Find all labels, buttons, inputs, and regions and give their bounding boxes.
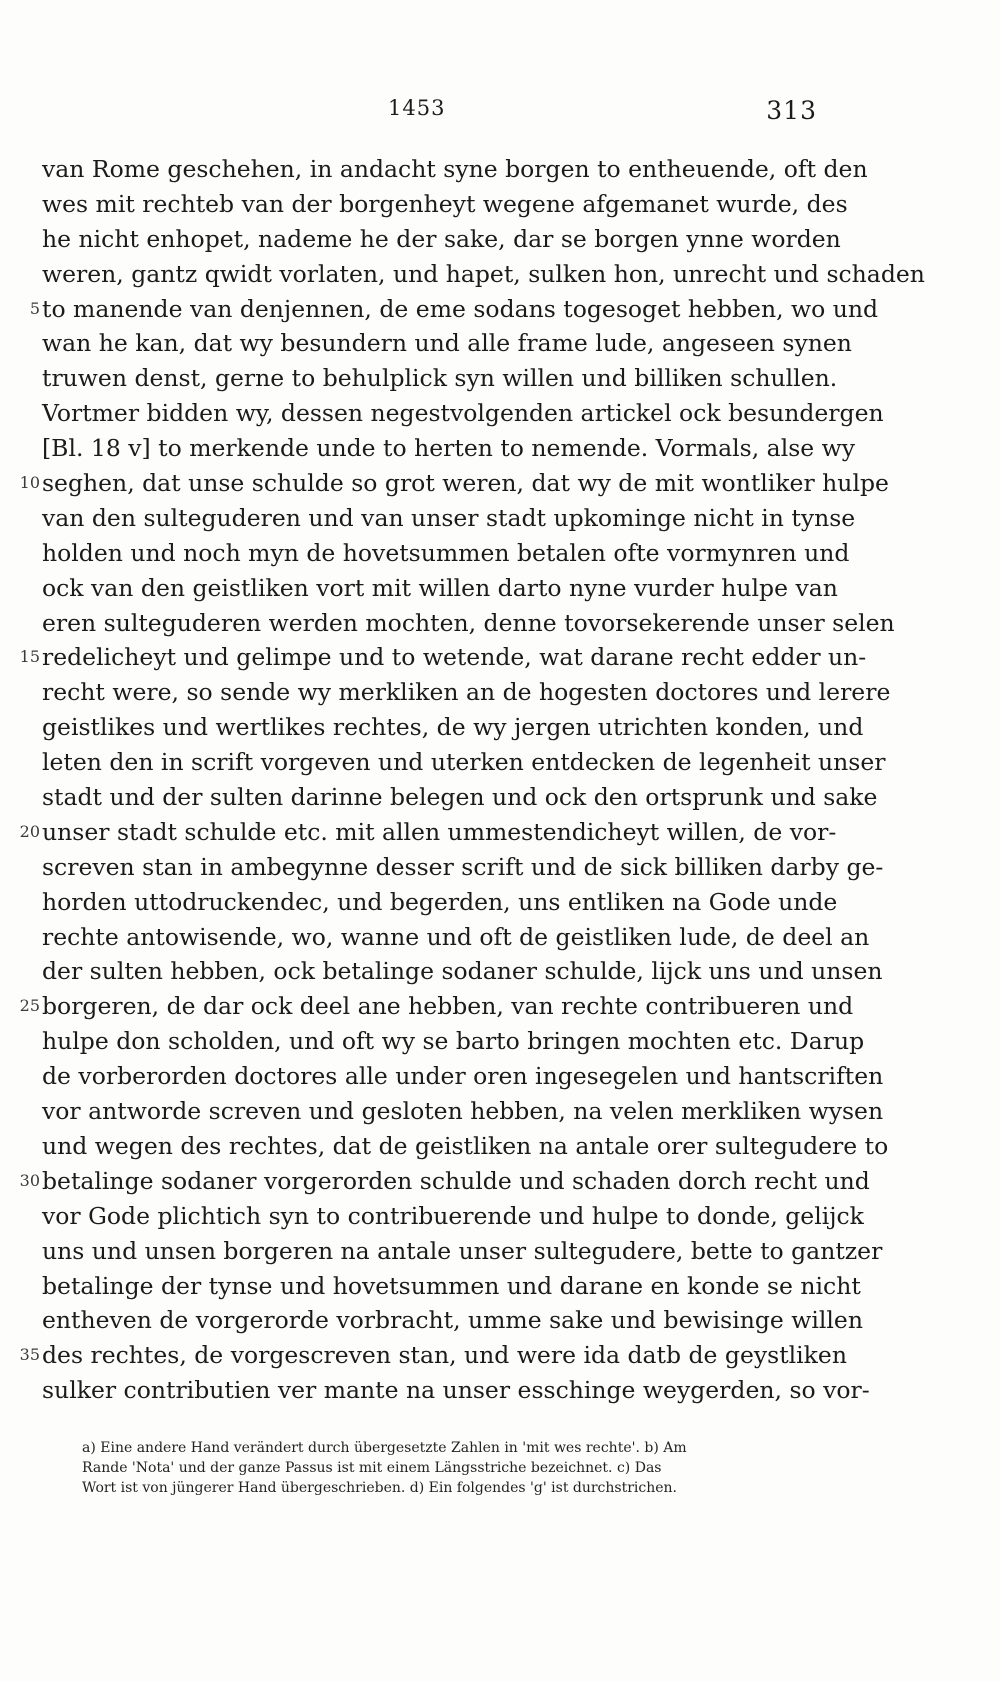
line-number: 30 [19,1170,40,1190]
line-number: 15 [19,647,40,667]
text-line [19,1164,870,1199]
text-line [42,257,925,292]
page-header [0,96,1000,126]
text-line [42,606,895,641]
line-text: redelicheyt und gelimpe und to wetende, wat darane recht edder un- [42,643,867,672]
line-text: entheven de vorgerorde vorbracht, umme sake und bewisinge willen [42,1306,863,1335]
text-line [42,1024,865,1059]
line-text: sulker contributien ver mante na unser esschinge weygerden, so vor- [42,1376,870,1405]
text-line [42,850,884,885]
line-text: geistlikes und wertlikes rechtes, de wy jergen utrichten konden, und [42,713,864,742]
footnote-line: Wort ist von jüngerer Hand übergeschrieben. d) Ein folgendes 'g' ist durchstrichen. [82,1480,678,1496]
line-text: unser stadt schulde etc. mit allen ummestendicheyt willen, de vor- [42,817,837,846]
line-text: und wegen des rechtes, dat de geistliken na antale orer sultegudere to [42,1131,889,1160]
line-text: Vortmer bidden wy, dessen negestvolgenden artickel ock besundergen [42,399,884,428]
text-line [42,222,841,257]
line-number: 35 [19,1345,40,1365]
line-number: 20 [19,821,40,841]
line-text: [Bl. 18 v] to merkende unde to herten to nemende. Vormals, alse wy [42,434,856,463]
line-text: van den sulteguderen und van unser stadt upkominge nicht in tynse [42,503,856,532]
line-text: des rechtes, de vorgescreven stan, und were ida datb de geystliken [42,1341,847,1370]
line-text: horden uttodruckendec, und begerden, uns entliken na Gode unde [42,887,838,916]
line-text: stadt und der sulten darinne belegen und ock den ortsprunk und sake [42,783,878,812]
line-text: to manende van denjennen, de eme sodans togesoget hebben, wo und [42,294,879,323]
line-text: wan he kan, dat wy besundern und alle frame lude, angeseen synen [42,329,852,358]
text-line [42,187,848,222]
line-number: 5 [29,298,40,318]
text-line [42,1199,864,1234]
line-text: truwen denst, gerne to behulplick syn willen und billiken schullen. [42,364,838,393]
text-line [42,780,878,815]
text-line [42,885,838,920]
text-line [42,431,856,466]
line-text: hulpe don scholden, und oft wy se barto bringen mochten etc. Darup [42,1027,865,1056]
text-line [42,1373,870,1408]
footnote-line: Rande 'Nota' und der ganze Passus ist mit einem Längsstriche bezeichnet. c) Das [82,1460,662,1476]
line-text: betalinge sodaner vorgerorden schulde und schaden dorch recht und [42,1166,870,1195]
footnotes [82,1438,822,1498]
body-text [19,152,925,1408]
line-text: borgeren, de dar ock deel ane hebben, van rechte contribueren und [42,992,854,1021]
footnote-line: a) Eine andere Hand verändert durch übergesetzte Zahlen in 'mit wes rechte'. b) Am [82,1440,687,1456]
text-line [42,920,870,955]
line-text: de vorberorden doctores alle under oren ingesegelen und hantscriften [42,1062,884,1091]
line-text: uns und unsen borgeren na antale unser sultegudere, bette to gantzer [42,1236,883,1265]
text-line [42,1234,883,1269]
line-text: eren sulteguderen werden mochten, denne tovorsekerende unser selen [42,608,895,637]
line-text: holden und noch myn de hovetsummen betalen ofte vormynren und [42,538,850,567]
line-text: der sulten hebben, ock betalinge sodaner schulde, lijck uns und unsen [42,957,883,986]
page-year: 1453 [388,96,446,120]
text-line [42,954,883,989]
text-line [42,396,884,431]
text-line [42,675,891,710]
line-text: vor antworde screven und gesloten hebben, na velen merkliken wysen [42,1097,884,1126]
line-text: seghen, dat unse schulde so grot weren, dat wy de mit wontliker hulpe [42,469,889,498]
line-number: 25 [19,996,40,1016]
text-line [19,466,889,501]
text-line [42,1059,884,1094]
text-line [42,326,852,361]
line-text: he nicht enhopet, nademe he der sake, dar se borgen ynne worden [42,224,841,253]
text-line [29,292,879,327]
text-line [42,501,856,536]
text-line [19,640,867,675]
text-line [42,1303,863,1338]
text-line [42,1269,861,1304]
line-text: van Rome geschehen, in andacht syne borgen to entheuende, oft den [42,155,868,183]
line-text: screven stan in ambegynne desser scrift und de sick billiken darby ge- [42,852,884,881]
line-text: wes mit rechteb van der borgenheyt wegene afgemanet wurde, des [42,189,848,218]
text-line [19,989,854,1024]
text-line [42,152,868,187]
line-text: rechte antowisende, wo, wanne und oft de geistliken lude, de deel an [42,922,870,951]
line-text: vor Gode plichtich syn to contribuerende und hulpe to donde, gelijck [42,1201,864,1230]
line-number: 10 [19,473,40,493]
text-line [42,745,886,780]
text-line [19,1338,847,1373]
line-text: leten den in scrift vorgeven und uterken entdecken de legenheit unser [42,748,886,777]
line-text: recht were, so sende wy merkliken an de hogesten doctores und lerere [42,678,891,707]
text-line [42,361,838,396]
page-number: 313 [766,96,817,125]
text-line [42,536,850,571]
text-line [42,1094,884,1129]
line-text: ock van den geistliken vort mit willen darto nyne vurder hulpe van [42,573,838,602]
text-line [42,571,838,606]
text-line [42,710,864,745]
line-text: weren, gantz qwidt vorlaten, und hapet, sulken hon, unrecht und schaden [42,259,925,288]
line-text: betalinge der tynse und hovetsummen und darane en konde se nicht [42,1271,861,1300]
text-line [19,815,837,850]
text-line [42,1129,889,1164]
